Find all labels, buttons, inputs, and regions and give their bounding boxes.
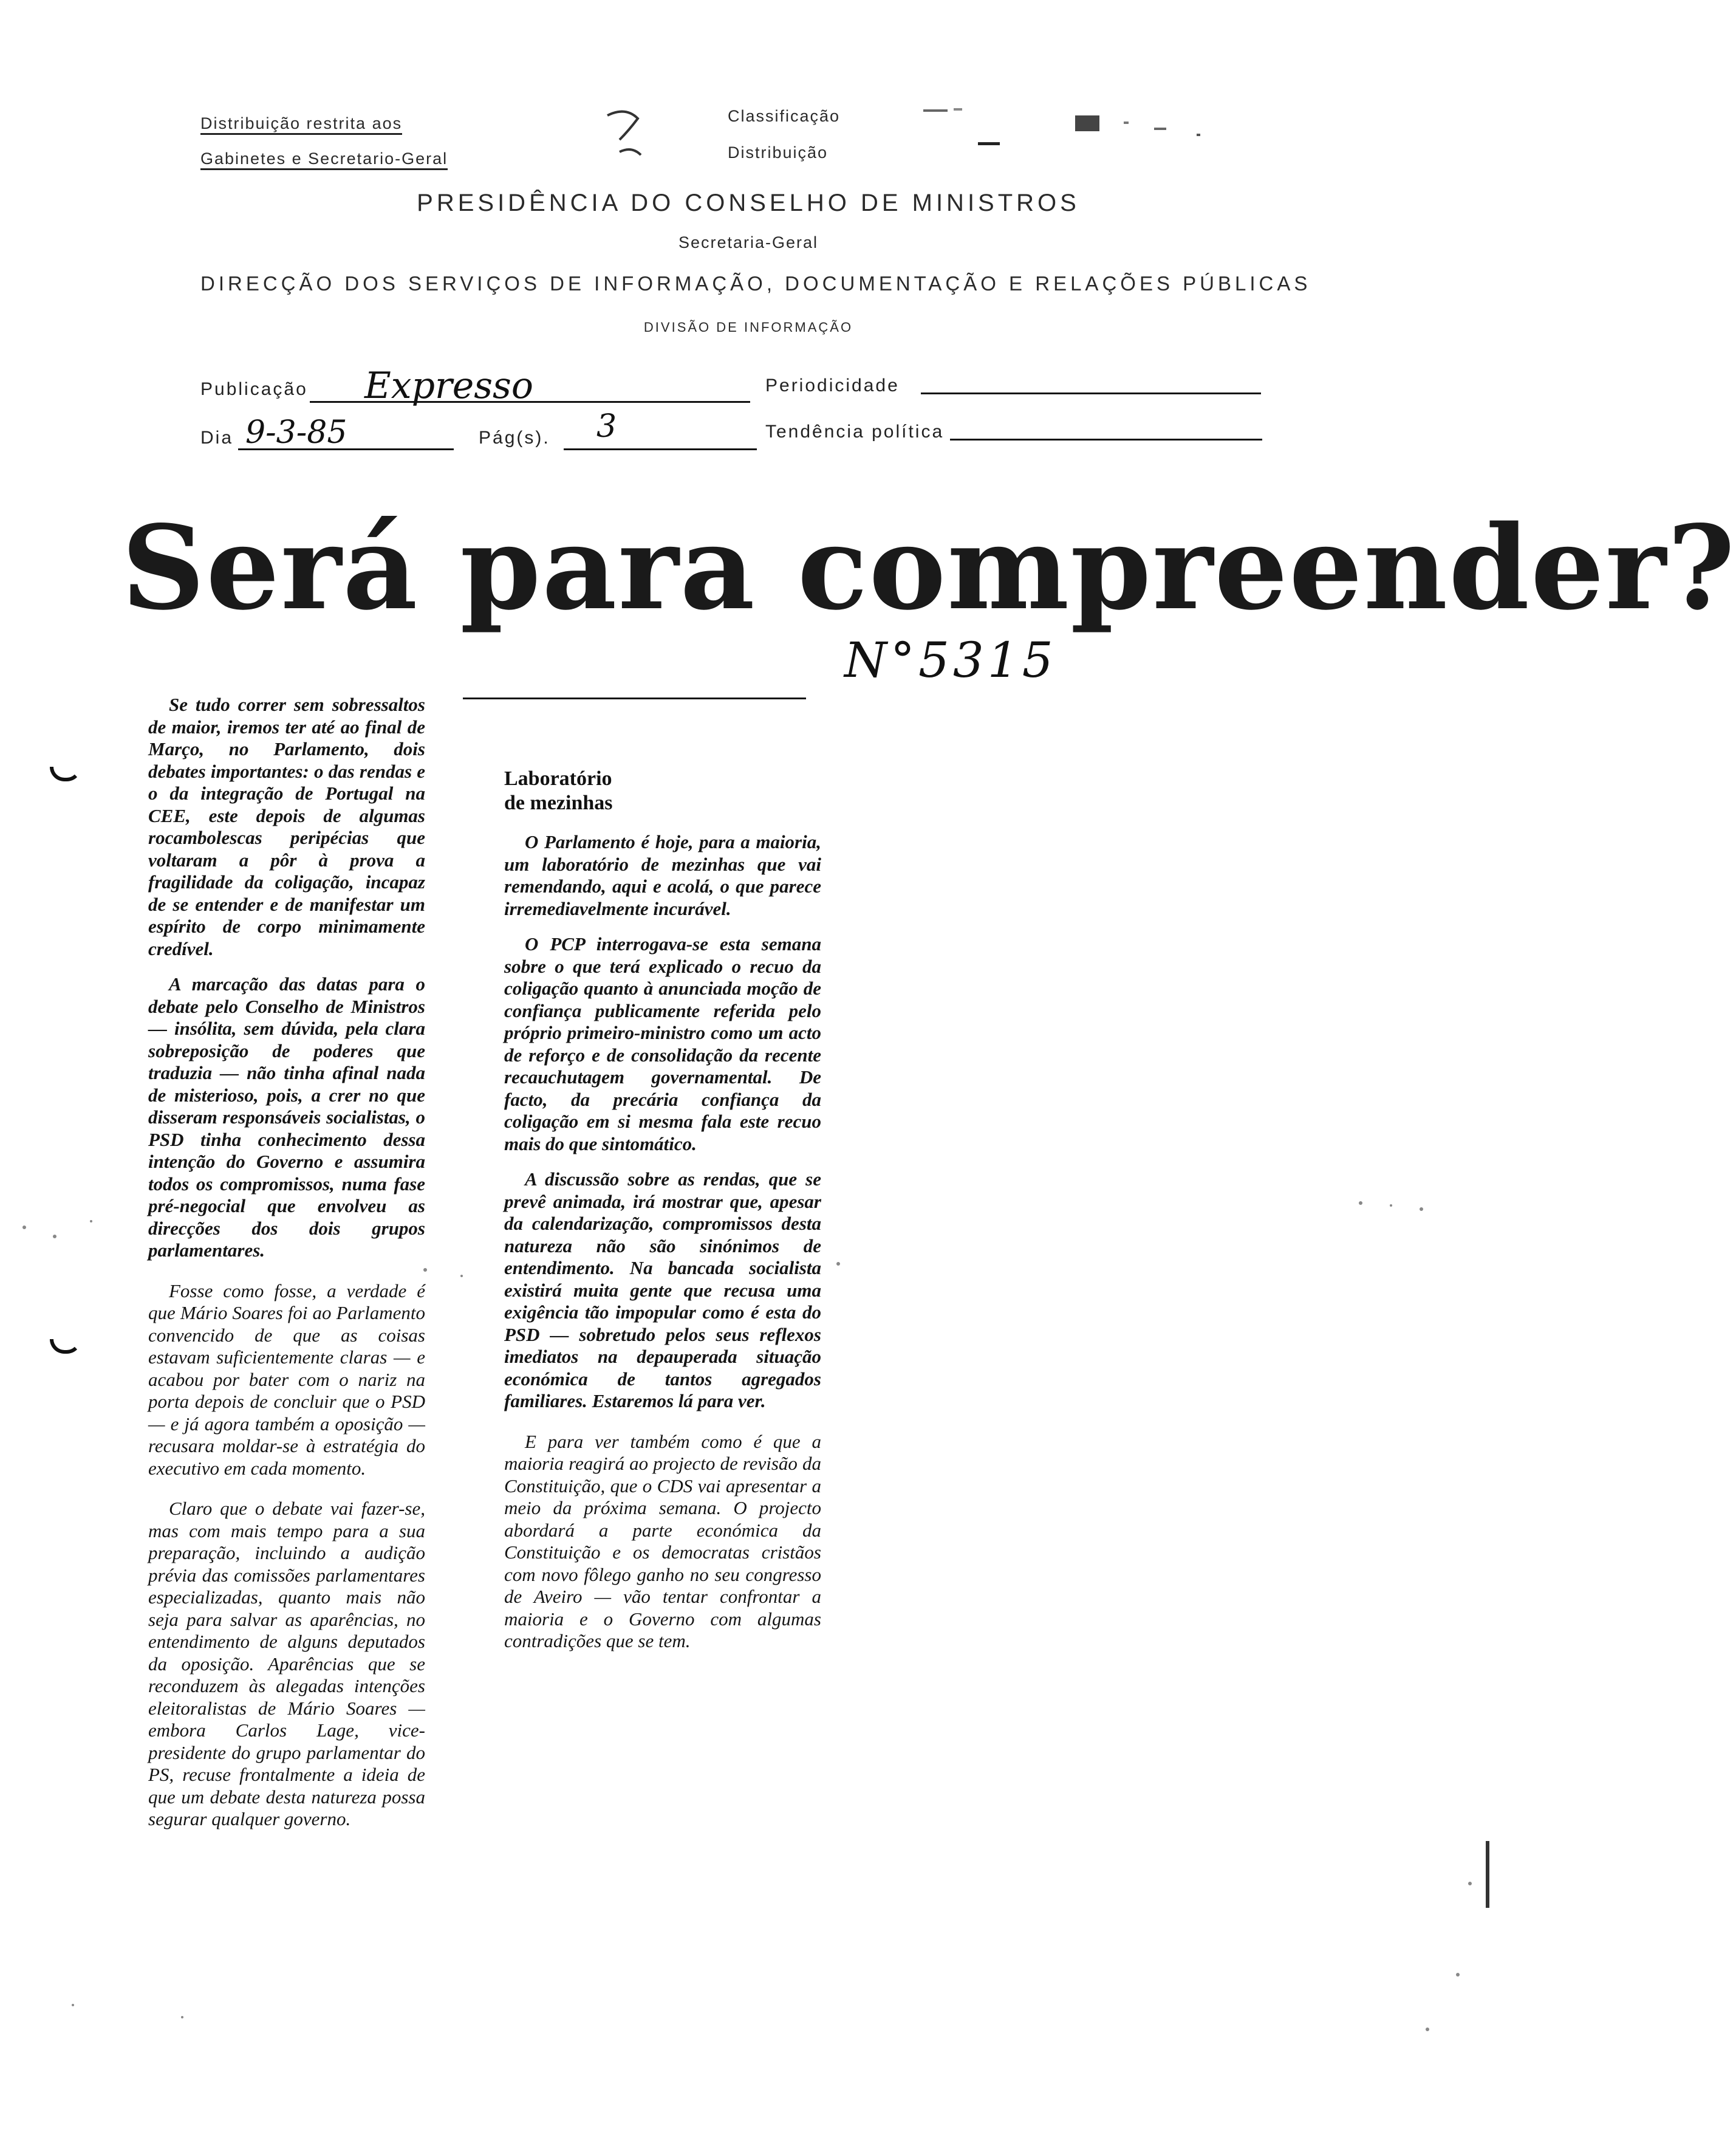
col2-paragraph-4: E para ver também como é que a maioria reagirá ao projecto de revisão da Constituição, que o CDS vai apresentar a meio da próxima semana. O projecto abordará a parte económica da Constituição e os democratas cristãos com novo fôlego ganho no seu congresso de Aveiro — vão tentar confrontar a maioria e o Governo com algumas contradições que se tem. xyxy=(504,1430,821,1651)
pages-handwritten-value: 3 xyxy=(596,408,617,445)
handwritten-scribble-icon xyxy=(601,103,674,164)
col2-paragraph-3: A discussão sobre as rendas, que se prevê animada, irá mostrar que, apesar da calendarização, compromissos desta natureza não são sinónimos de entendimento. Na bancada socialista existirá muita gente que recusa uma exigência tão impopular como é esta do PSD — sobretudo pelos seus reflexos imediatos na depauperada situação económica de tantos agregados familiares. Estaremos lá para ver. xyxy=(504,1168,821,1411)
col2-subheading-line2: de mezinhas xyxy=(504,792,613,814)
institution-title: PRESIDÊNCIA DO CONSELHO DE MINISTROS xyxy=(417,190,1080,216)
pages-field-line xyxy=(564,448,757,450)
distribution-restriction-line2: Gabinetes e Secretario-Geral xyxy=(200,149,448,170)
division-title: DIVISÃO DE INFORMAÇÃO xyxy=(643,320,853,335)
punch-hole-mark-icon xyxy=(50,767,81,781)
col1-paragraph-4: Claro que o debate vai fazer-se, mas com mais tempo para a sua preparação, incluindo a audição prévia das comissões parlamentares especializadas, quanto mais não seja para salvar as aparências, no entendimento de alguns deputados da oposição. Aparências que se reconduzem às alegadas intenções eleitoralistas de Mário Soares — embora Carlos Lage, vice-presidente do grupo parlamentar do PS, recuse frontalmente a ideia de que um debate desta natureza possa segurar qualquer governo. xyxy=(148,1498,425,1829)
political-tendency-label: Tendência política xyxy=(765,422,945,442)
ink-speck-icon xyxy=(923,103,1227,152)
headline-underline xyxy=(463,698,806,699)
col1-paragraph-3: Fosse como fosse, a verdade é que Mário Soares foi ao Parlamento convencido de que as coisas estavam suficientemente claras — e acabou por bater com o nariz na porta depois de concluir que o PSD — e já agora também a oposição — recusara moldar-se à estratégia do executivo em cada momento. xyxy=(148,1280,425,1479)
handwritten-reference-number: N°5315 xyxy=(844,632,1057,688)
article-headline: Será para compreender? xyxy=(121,500,1736,636)
distribution-restriction-line1: Distribuição restrita aos xyxy=(200,114,402,135)
publication-label: Publicação xyxy=(200,379,308,399)
col2-paragraph-1: O Parlamento é hoje, para a maioria, um laboratório de mezinhas que vai remendando, aqui e acolá, o que parece irremediavelmente incurável. xyxy=(504,831,821,919)
secretariat-title: Secretaria-Geral xyxy=(678,233,819,252)
periodicity-field-line xyxy=(921,393,1261,394)
scan-noise-icon xyxy=(0,1154,1497,2066)
political-tendency-field-line xyxy=(950,439,1262,441)
col1-paragraph-2: A marcação das datas para o debate pelo Conselho de Ministros — insólita, sem dúvida, pela clara sobreposição de poderes que traduzia — não tinha afinal nada de misterioso, pois, a crer no que disseram responsáveis socialistas, o PSD tinha conhecimento dessa intenção do Governo e assumira todos os compromissos, numa fase pré-negocial que envolveu as direcções dos dois grupos parlamentares. xyxy=(148,973,425,1261)
col2-paragraph-2: O PCP interrogava-se esta semana sobre o que terá explicado o recuo da coligação quanto à anunciada moção de confiança publicamente referida pelo próprio primeiro-ministro como um acto de reforço e de consolidação da recente recauchutagem governamental. De facto, da precária confiança da coligação em si mesma fala este recuo mais do que sintomático. xyxy=(504,933,821,1154)
col1-paragraph-1: Se tudo correr sem sobressaltos de maior, iremos ter até ao final de Março, no Parlamento, dois debates importantes: o das rendas e o da integração de Portugal na CEE, este depois de algumas rocambolescas peripécias que voltaram a pôr à prova a fragilidade da coligação, incapaz de se entender e de manifestar um espírito de corpo minimamente credível. xyxy=(148,694,425,959)
col2-subheading-line1: Laboratório xyxy=(504,767,612,790)
publication-handwritten-value: Expresso xyxy=(364,365,533,407)
day-handwritten-value: 9-3-85 xyxy=(245,414,347,451)
distribution-label: Distribuição xyxy=(728,143,829,162)
day-label: Dia xyxy=(200,428,234,448)
periodicity-label: Periodicidade xyxy=(765,375,900,396)
pages-label: Pág(s). xyxy=(479,428,550,448)
classification-label: Classificação xyxy=(728,107,841,125)
directorate-title: DIRECÇÃO DOS SERVIÇOS DE INFORMAÇÃO, DOCUMENTAÇÃO E RELAÇÕES PÚBLICAS xyxy=(200,272,1311,295)
